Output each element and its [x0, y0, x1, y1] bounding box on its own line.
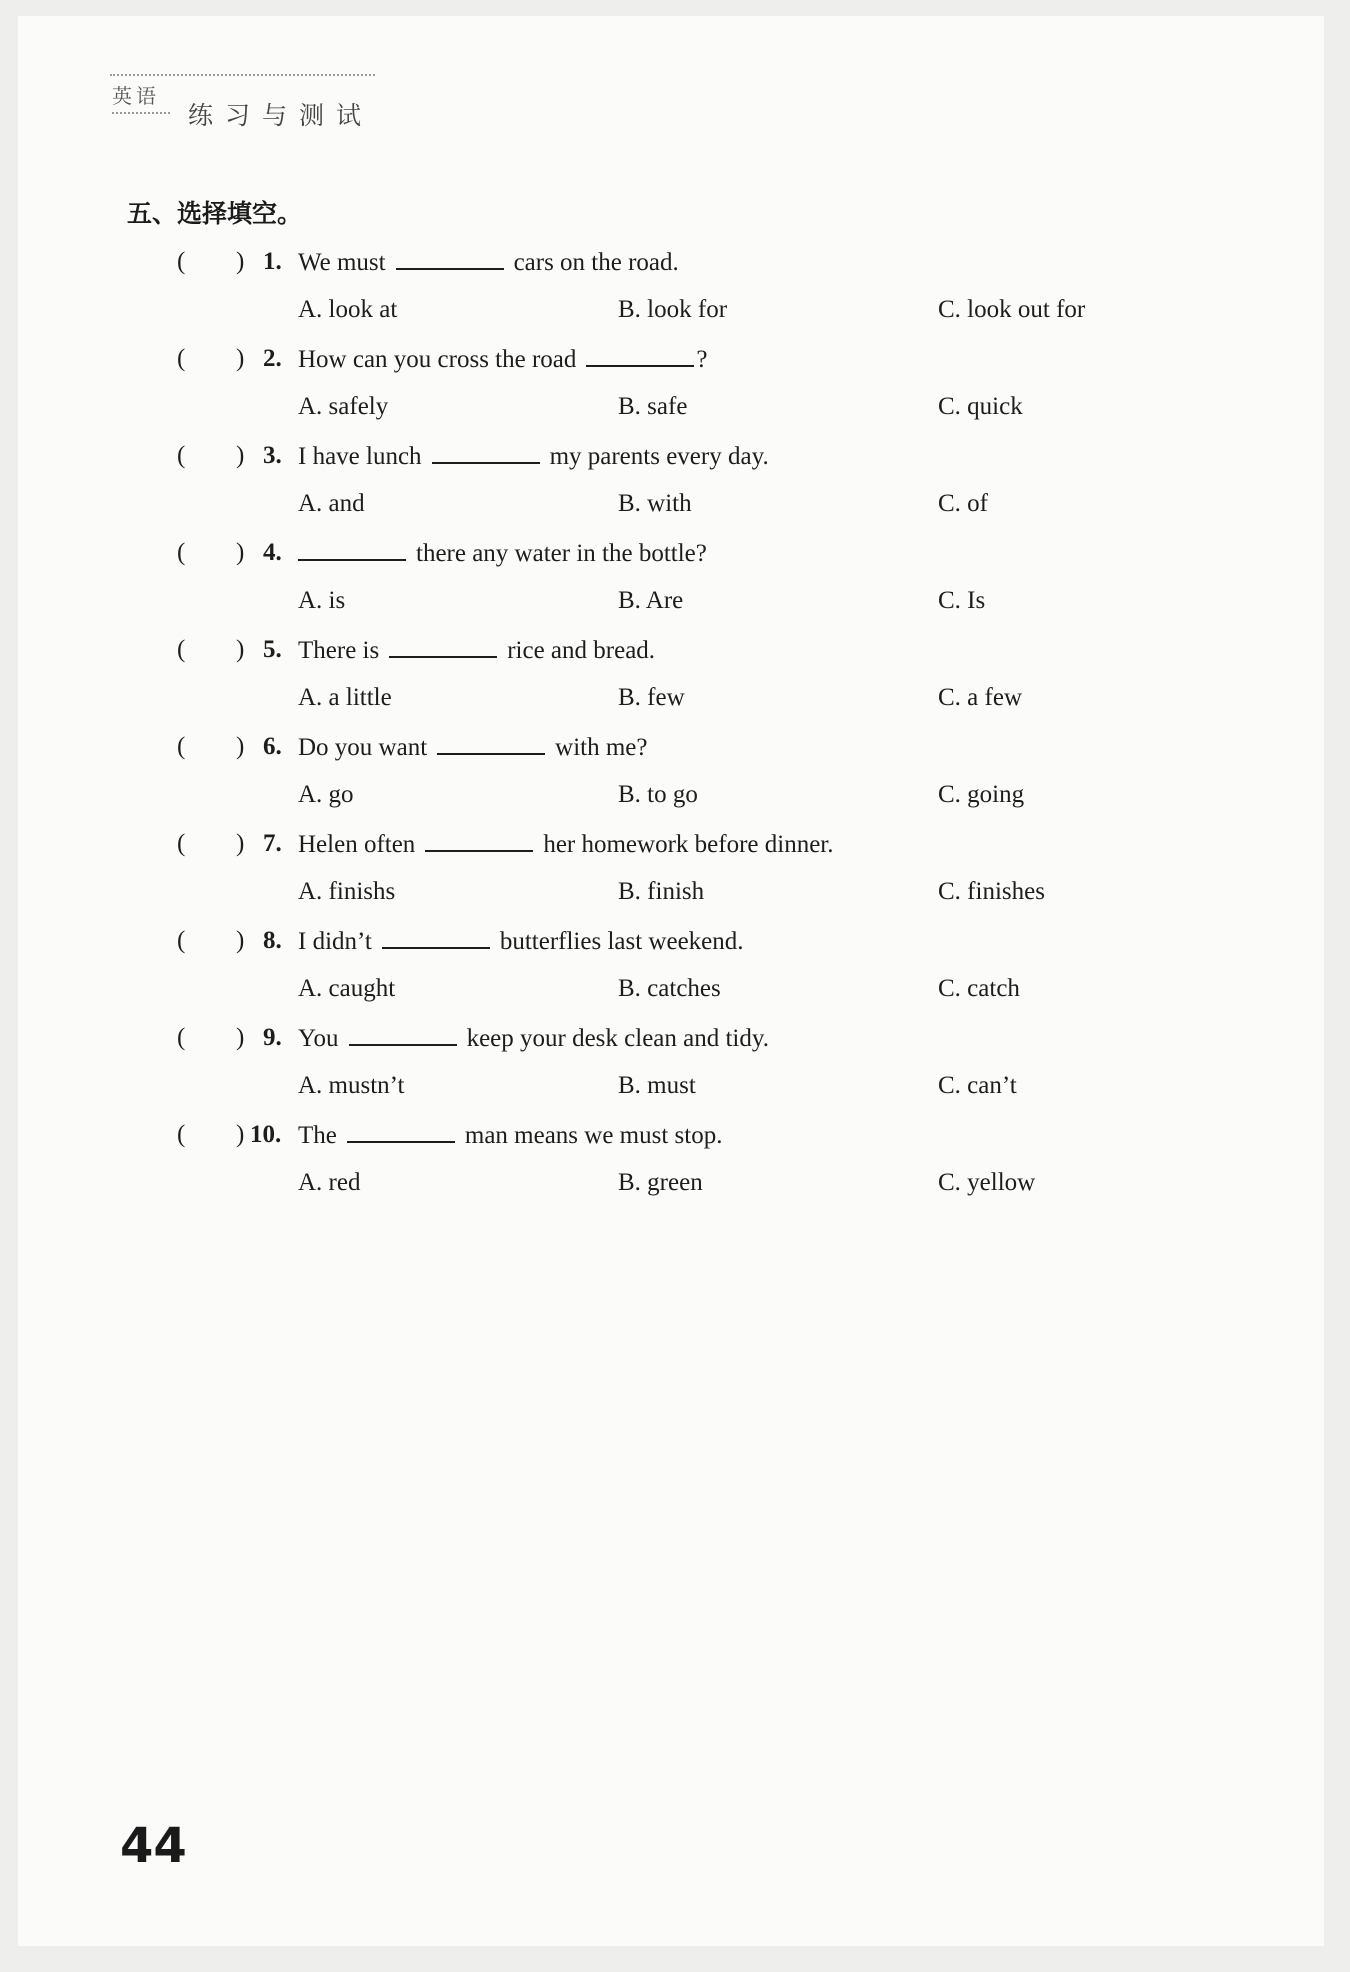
page-header: [110, 74, 375, 130]
answer-paren-open[interactable]: (: [177, 1121, 186, 1148]
stem-before-blank: The: [298, 1122, 337, 1149]
question-number: 1.: [263, 248, 282, 275]
answer-paren-open[interactable]: (: [177, 248, 186, 275]
answer-paren-close[interactable]: ): [236, 1121, 245, 1148]
question-number: 7.: [263, 830, 282, 857]
answer-paren-close[interactable]: ): [236, 345, 245, 372]
answer-paren-close[interactable]: ): [236, 733, 245, 760]
question-stem: [298, 634, 655, 667]
question-item: [0, 343, 1350, 439]
question-number: 6.: [263, 733, 282, 760]
question-number: 4.: [263, 539, 282, 566]
option-c[interactable]: C. a few: [938, 684, 1022, 711]
option-c[interactable]: C. look out for: [938, 296, 1086, 323]
question-item: [0, 828, 1350, 924]
fill-in-blank[interactable]: [396, 246, 504, 270]
question-item: [0, 1119, 1350, 1215]
question-stem: [298, 1119, 722, 1152]
fill-in-blank[interactable]: [586, 343, 694, 367]
option-c[interactable]: C. Is: [938, 587, 986, 614]
section-title: 五、选择填空。: [127, 199, 303, 228]
option-b[interactable]: B. safe: [618, 393, 688, 420]
option-c[interactable]: C. can’t: [938, 1072, 1017, 1099]
answer-paren-open[interactable]: (: [177, 345, 186, 372]
question-stem: [298, 1022, 769, 1055]
question-item: [0, 925, 1350, 1021]
question-number: 2.: [263, 345, 282, 372]
option-a[interactable]: A. finishs: [298, 878, 396, 905]
question-number: 9.: [263, 1024, 282, 1051]
stem-after-blank: rice and bread.: [507, 637, 656, 664]
book-title: 练习与测试: [188, 101, 374, 130]
option-a[interactable]: A. red: [298, 1169, 361, 1196]
question-item: [0, 731, 1350, 827]
stem-after-blank: cars on the road.: [513, 249, 679, 276]
stem-after-blank: keep your desk clean and tidy.: [466, 1025, 770, 1052]
question-stem: [298, 440, 769, 473]
option-b[interactable]: B. must: [618, 1072, 696, 1099]
question-stem: [298, 537, 707, 570]
stem-before-blank: There is: [298, 637, 380, 664]
fill-in-blank[interactable]: [425, 828, 533, 852]
question-item: [0, 440, 1350, 536]
option-c[interactable]: C. finishes: [938, 878, 1045, 905]
question-number: 5.: [263, 636, 282, 663]
answer-paren-close[interactable]: ): [236, 442, 245, 469]
fill-in-blank[interactable]: [382, 925, 490, 949]
question-stem: [298, 925, 744, 958]
answer-paren-open[interactable]: (: [177, 830, 186, 857]
option-a[interactable]: A. safely: [298, 393, 389, 420]
answer-paren-close[interactable]: ): [236, 636, 245, 663]
header-dotted-rule: [110, 74, 375, 76]
answer-paren-open[interactable]: (: [177, 442, 186, 469]
answer-paren-open[interactable]: (: [177, 733, 186, 760]
stem-before-blank: You: [298, 1025, 339, 1052]
question-number: 8.: [263, 927, 282, 954]
option-c[interactable]: C. quick: [938, 393, 1023, 420]
option-b[interactable]: B. green: [618, 1169, 703, 1196]
stem-after-blank: there any water in the bottle?: [416, 540, 707, 567]
fill-in-blank[interactable]: [298, 537, 406, 561]
stem-after-blank: with me?: [555, 734, 648, 761]
stem-after-blank: man means we must stop.: [464, 1122, 723, 1149]
question-stem: [298, 731, 648, 764]
fill-in-blank[interactable]: [437, 731, 545, 755]
option-a[interactable]: A. mustn’t: [298, 1072, 405, 1099]
stem-before-blank: I didn’t: [298, 928, 372, 955]
fill-in-blank[interactable]: [347, 1119, 455, 1143]
stem-after-blank: ?: [696, 346, 708, 373]
answer-paren-close[interactable]: ): [236, 248, 245, 275]
stem-after-blank: my parents every day.: [549, 443, 769, 470]
option-c[interactable]: C. going: [938, 781, 1025, 808]
question-item: [0, 246, 1350, 342]
question-stem: [298, 828, 834, 861]
stem-after-blank: butterflies last weekend.: [499, 928, 744, 955]
option-b[interactable]: B. look for: [618, 296, 728, 323]
option-b[interactable]: B. Are: [618, 587, 684, 614]
answer-paren-close[interactable]: ): [236, 830, 245, 857]
answer-paren-open[interactable]: (: [177, 636, 186, 663]
question-number: 3.: [263, 442, 282, 469]
fill-in-blank[interactable]: [432, 440, 540, 464]
answer-paren-open[interactable]: (: [177, 1024, 186, 1051]
answer-paren-close[interactable]: ): [236, 927, 245, 954]
option-c[interactable]: C. yellow: [938, 1169, 1036, 1196]
stem-before-blank: How can you cross the road: [298, 346, 577, 373]
stem-after-blank: her homework before dinner.: [543, 831, 834, 858]
stem-before-blank: We must: [298, 249, 386, 276]
question-number: 10.: [250, 1121, 282, 1148]
option-a[interactable]: A. look at: [298, 296, 398, 323]
option-a[interactable]: A. go: [298, 781, 354, 808]
option-b[interactable]: B. finish: [618, 878, 705, 905]
answer-paren-close[interactable]: ): [236, 1024, 245, 1051]
stem-before-blank: Do you want: [298, 734, 428, 761]
question-stem: [298, 343, 708, 376]
option-a[interactable]: A. is: [298, 587, 346, 614]
stem-before-blank: Helen often: [298, 831, 416, 858]
stem-before-blank: I have lunch: [298, 443, 422, 470]
subject-label: 英语: [112, 80, 170, 114]
answer-paren-open[interactable]: (: [177, 539, 186, 566]
answer-paren-close[interactable]: ): [236, 539, 245, 566]
page-number: 44: [120, 1818, 187, 1874]
option-a[interactable]: A. caught: [298, 975, 396, 1002]
option-b[interactable]: B. with: [618, 490, 692, 517]
question-item: [0, 1022, 1350, 1118]
option-c[interactable]: C. catch: [938, 975, 1020, 1002]
option-b[interactable]: B. few: [618, 684, 685, 711]
question-item: [0, 634, 1350, 730]
option-c[interactable]: C. of: [938, 490, 988, 517]
question-stem: [298, 246, 679, 279]
question-item: [0, 537, 1350, 633]
answer-paren-open[interactable]: (: [177, 927, 186, 954]
option-b[interactable]: B. to go: [618, 781, 698, 808]
fill-in-blank[interactable]: [389, 634, 497, 658]
option-a[interactable]: A. and: [298, 490, 365, 517]
option-b[interactable]: B. catches: [618, 975, 721, 1002]
option-a[interactable]: A. a little: [298, 684, 392, 711]
fill-in-blank[interactable]: [349, 1022, 457, 1046]
